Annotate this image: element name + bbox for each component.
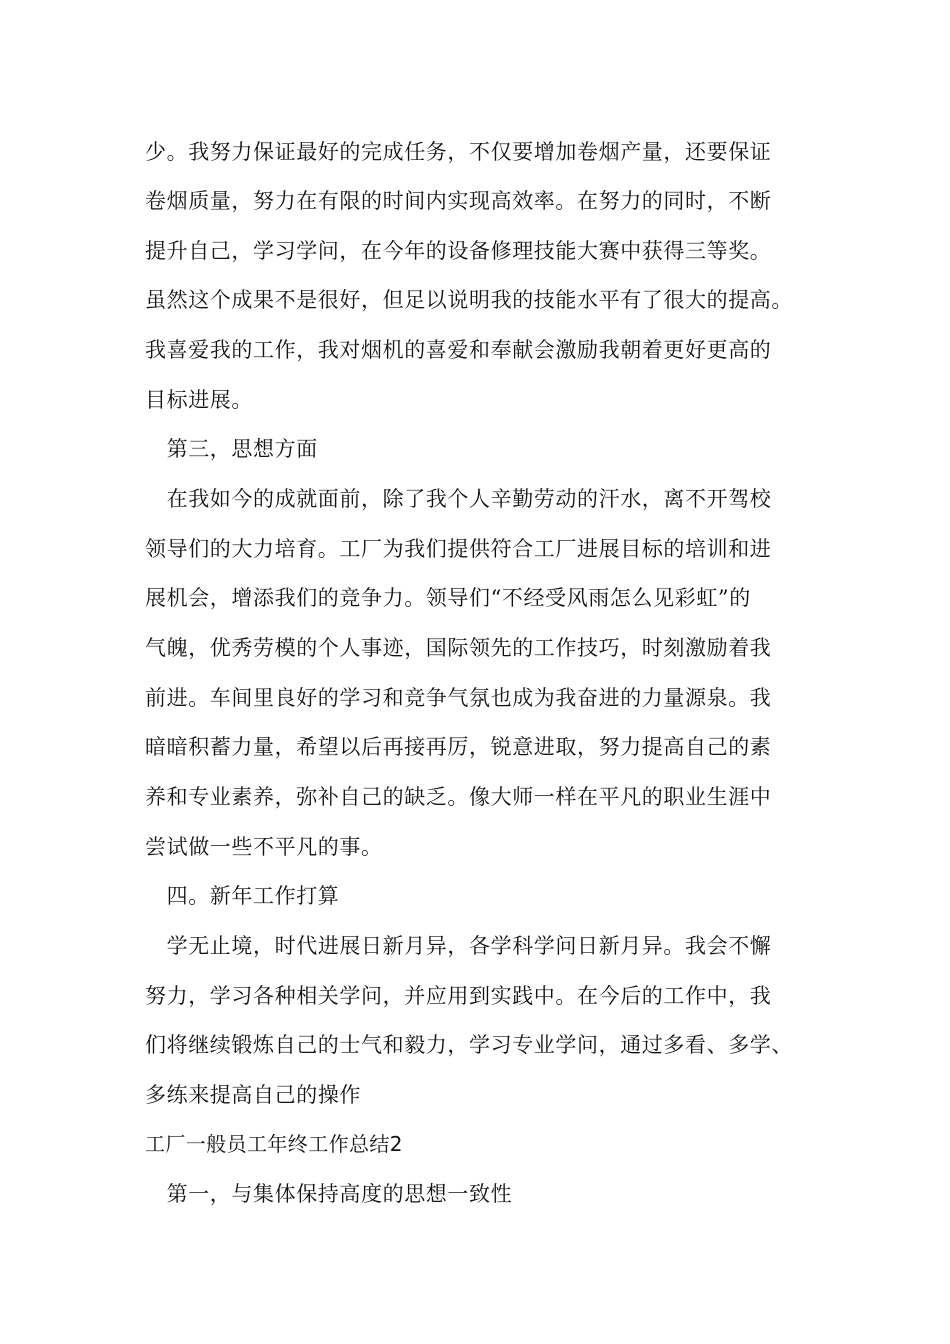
paragraph-line: 们将继续锻炼自己的士气和毅力，学习专业学问，通过多看、多学、 <box>145 1033 793 1057</box>
paragraph-line: 前进。车间里良好的学习和竞争气氛也成为我奋进的力量源泉。我 <box>145 686 772 710</box>
paragraph-line: 目标进展。 <box>145 388 253 412</box>
document-title: 工厂一般员工年终工作总结2 <box>145 1132 403 1156</box>
paragraph-line: 多练来提高自己的操作 <box>145 1083 361 1107</box>
paragraph-line: 气魄，优秀劳模的个人事迹，国际领先的工作技巧，时刻激励着我 <box>145 636 772 660</box>
paragraph-line: 暗暗积蓄力量，希望以后再接再厉，锐意进取，努力提高自己的素 <box>145 735 772 759</box>
paragraph-line: 虽然这个成果不是很好，但足以说明我的技能水平有了很大的提高。 <box>145 288 793 312</box>
paragraph-line: 提升自己，学习学问，在今年的设备修理技能大赛中获得三等奖。 <box>145 239 772 263</box>
paragraph-line: 领导们的大力培育。工厂为我们提供符合工厂进展目标的培训和进 <box>145 537 772 561</box>
section-heading: 第一，与集体保持高度的思想一致性 <box>145 1182 513 1206</box>
paragraph-line: 养和专业素养，弥补自己的缺乏。像大师一样在平凡的职业生涯中 <box>145 785 772 809</box>
paragraph-line: 在我如今的成就面前，除了我个人辛勤劳动的汗水，离不开驾校 <box>145 487 772 511</box>
paragraph-line: 卷烟质量，努力在有限的时间内实现高效率。在努力的同时，不断 <box>145 189 772 213</box>
section-heading: 第三，思想方面 <box>145 437 318 461</box>
paragraph-line: 我喜爱我的工作，我对烟机的喜爱和奉献会激励我朝着更好更高的 <box>145 338 772 362</box>
paragraph-line: 展机会，增添我们的竞争力。领导们“不经受风雨怎么见彩虹”的 <box>145 586 751 610</box>
paragraph-line: 学无止境，时代进展日新月异，各学科学问日新月异。我会不懈 <box>145 934 772 958</box>
paragraph-line: 少。我努力保证最好的完成任务，不仅要增加卷烟产量，还要保证 <box>145 140 772 164</box>
paragraph-line: 尝试做一些不平凡的事。 <box>145 835 383 859</box>
paragraph-line: 努力，学习各种相关学问，并应用到实践中。在今后的工作中，我 <box>145 984 772 1008</box>
section-heading: 四。新年工作打算 <box>145 884 340 908</box>
